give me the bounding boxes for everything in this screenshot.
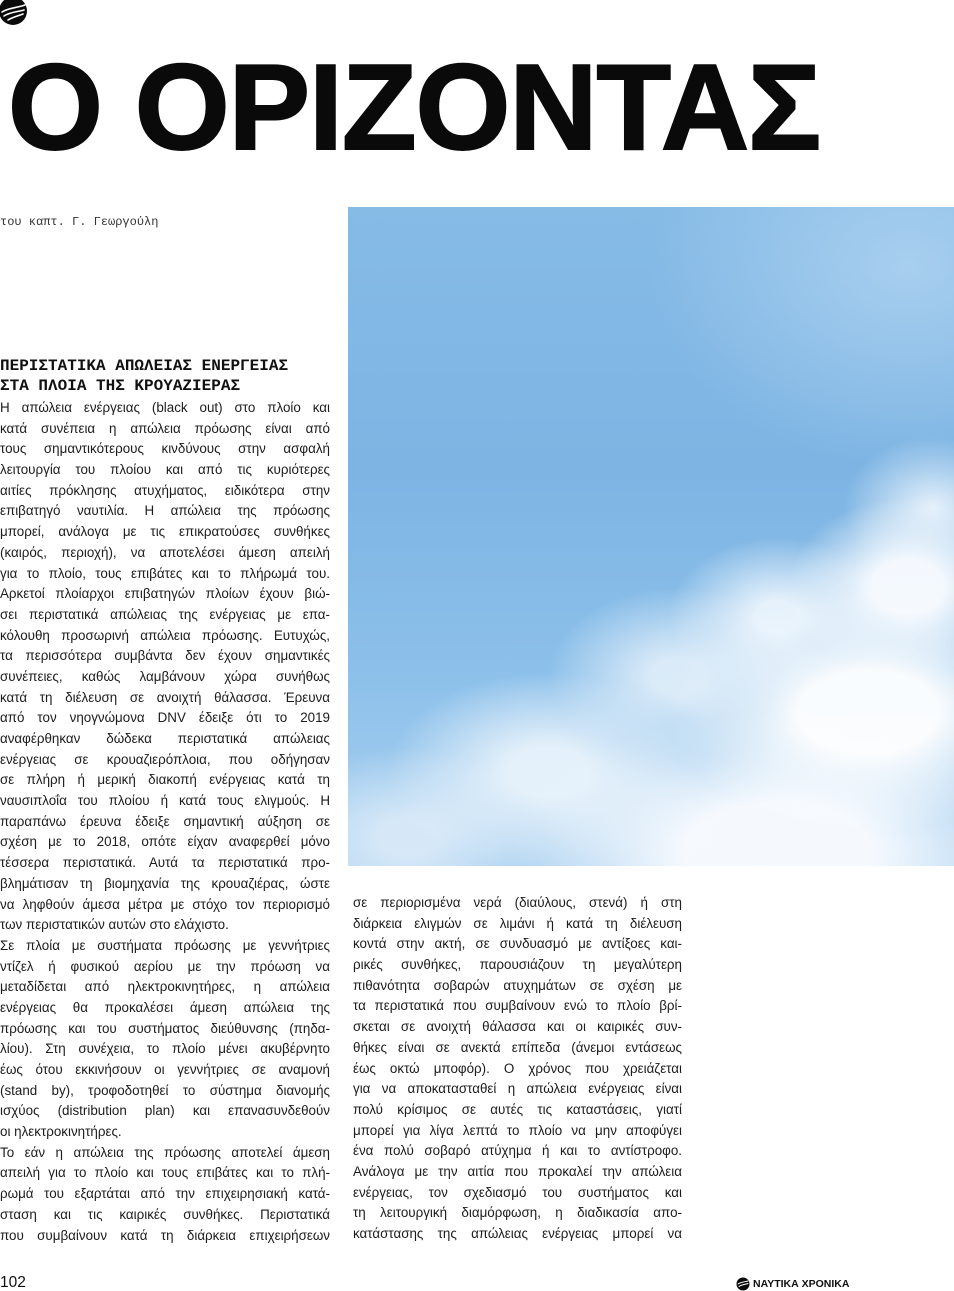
- body-text-line: σκεται σε ανοιχτή θάλασσα και οι καιρικές συν-: [353, 1019, 682, 1035]
- body-text-line: ένα πολύ σοβαρό ατύχημα ή και το αντίστροφο.: [353, 1143, 682, 1159]
- section-heading: [0, 356, 330, 396]
- body-text-line: λίου). Στη συνέχεια, το πλοίο μένει ακυβέρνητο: [0, 1041, 330, 1057]
- body-text-line: πολύ κρίσιμος σε αυτές τις καταστάσεις, γιατί: [353, 1101, 682, 1117]
- body-text-line: από τον νηογνώμονα DNV έδειξε ότι το 2019: [0, 710, 330, 726]
- body-text-line: μεταδίδεται από ηλεκτροκινητήρες, η απώλεια: [0, 979, 330, 995]
- author-byline: του καπτ. Γ. Γεωργούλη: [0, 215, 159, 229]
- body-text-line: κατά συνέπεια η απώλεια πρόωσης είναι από: [0, 420, 330, 436]
- body-text-line: κατάστασης της απώλειας ενέργειας μπορεί να: [353, 1226, 682, 1241]
- body-text-line: Το εάν η απώλεια της πρόωσης αποτελεί άμεση: [0, 1144, 330, 1160]
- body-text-line: ενέργειας θα προκαλέσει άμεση απώλεια της: [0, 999, 330, 1015]
- body-text-line: Αρκετοί πλοίαρχοι επιβατηγών πλοίων έχουν βιώ-: [0, 586, 330, 602]
- body-text-line: ενέργειας, τον σχεδιασμό του συστήματος και: [353, 1184, 682, 1200]
- publication-name: ΝΑΥΤΙΚΑ ΧΡΟΝΙΚΑ: [753, 1278, 850, 1290]
- body-text-line: σει περιστατικά απώλειας της ενέργειας με επα-: [0, 606, 330, 622]
- body-text-line: ρικές συνθήκες, παρουσιάζουν τη μεγαλύτερη: [353, 957, 682, 973]
- body-text-line: παραπάνω έρευνα έδειξε σημαντική αύξηση σε: [0, 813, 330, 829]
- body-text-line: πρόωσης και του συστήματος διεύθυνσης (πηδα-: [0, 1020, 330, 1036]
- body-text-line: Ανάλογα με την αιτία που προκαλεί την απώλεια: [353, 1163, 682, 1179]
- body-text-line: για να αποκατασταθεί η απώλεια ενέργειας είναι: [353, 1081, 682, 1097]
- body-text-line: ενέργειας σε κρουαζιερόπλοια, που οδήγησαν: [0, 751, 330, 767]
- right-text-column: [353, 893, 682, 1245]
- body-text-line: τη λειτουργική διαμόρφωση, η διαδικασία απο-: [353, 1205, 682, 1221]
- body-text-line: οι ηλεκτροκινητήρες.: [0, 1124, 122, 1140]
- body-text-line: έως ότου εκκινήσουν οι γεννήτριες σε αναμονή: [0, 1062, 330, 1077]
- body-text-line: θήκες είναι σε ανεκτά επίπεδα (άνεμοι εντάσεως: [353, 1039, 682, 1055]
- body-text-line: κατά τη διέλευση σε ανοιχτή θάλασσα. Έρευνα: [0, 689, 330, 705]
- body-text-line: βλημάτισαν τη βιομηχανία της κρουαζιέρας, ώστε: [0, 875, 330, 891]
- body-text-line: μπορεί για λίγα λεπτά το πλοίο να μην αποφύγει: [353, 1122, 682, 1138]
- left-text-column: [0, 398, 330, 1246]
- body-text-line: Σε πλοία με συστήματα πρόωσης με γεννήτριες: [0, 937, 330, 953]
- body-text-line: τα περισσότερα συμβάντα δεν έχουν σημαντικές: [0, 648, 330, 664]
- body-text-line: απειλή για το πλοίο και τους επιβάτες και το πλή-: [0, 1165, 330, 1181]
- body-text-line: σε περιορισμένα νερά (διαύλους, στενά) ή στη: [353, 895, 682, 910]
- body-text-line: για το πλοίο, τους επιβάτες και το πλήρωμά του.: [0, 565, 330, 581]
- section-heading-line: ΠΕΡΙΣΤΑΤΙΚΑ ΑΠΩΛΕΙΑΣ ΕΝΕΡΓΕΙΑΣ: [0, 357, 289, 375]
- body-text-line: κοντά στην ακτή, σε συνδυασμό με αντίξοες και-: [353, 936, 682, 952]
- page-title: Ο ΟΡΙΖΟΝΤΑΣ: [8, 39, 821, 175]
- magazine-logo-icon: [0, 0, 30, 28]
- body-text-line: να ληφθούν άμεσα μέτρα με στόχο τον περιορισμό: [0, 896, 330, 912]
- body-text-line: κόλουθη προσωρινή απώλεια πρόωσης. Ευτυχώς,: [0, 627, 330, 643]
- page-number: 102: [0, 1274, 26, 1291]
- body-text-line: έως οκτώ μποφόρ). Ο χρόνος που χρειάζεται: [353, 1060, 682, 1076]
- body-text-line: που συμβαίνουν κατά τη διάρκεια επιχειρήσεων: [0, 1227, 330, 1243]
- footer-publication: [736, 1276, 849, 1291]
- body-text-line: σταση και τις καιρικές συνθήκες. Περιστατικά: [0, 1206, 330, 1222]
- body-text-line: πιθανότητα σοβαρών ατυχημάτων σε σχέση με: [353, 977, 682, 993]
- body-text-line: επιβατηγό ναυτιλία. Η απώλεια της πρόωσης: [0, 503, 330, 519]
- body-text-line: αιτίες πρόκλησης ατυχήματος, ειδικότερα στην: [0, 482, 330, 498]
- body-text-line: διάρκεια ελιγμών σε λιμάνι ή κατά τη διέλευση: [353, 915, 682, 931]
- body-text-line: τους σημαντικότερους κινδύνους στην ασφαλή: [0, 441, 330, 457]
- section-heading-line: ΣΤΑ ΠΛΟΙΑ ΤΗΣ ΚΡΟΥΑΖΙΕΡΑΣ: [0, 377, 241, 395]
- body-text-line: συνέπειες, καθώς λαμβάνουν χώρα συνήθως: [0, 668, 330, 684]
- body-text-line: Η απώλεια ενέργειας (black out) στο πλοίο και: [0, 400, 330, 415]
- body-text-line: σχέση με το 2018, οπότε είχαν αναφερθεί μόνο: [0, 834, 330, 850]
- body-text-line: μπορεί, ανάλογα με τις επικρατούσες συνθήκες: [0, 524, 330, 540]
- body-text-line: ναυσιπλοΐα του πλοίου ή κατά τους ελιγμούς. Η: [0, 793, 330, 809]
- body-text-line: τέσσερα περιστατικά. Αυτά τα περιστατικά προ-: [0, 855, 330, 871]
- body-text-line: των περιστατικών αυτών στο ελάχιστο.: [0, 917, 229, 933]
- body-text-line: ντίζελ ή φυσικού αερίου με την πρόωση να: [0, 958, 330, 974]
- body-text-line: (stand by), τροφοδοτηθεί το σύστημα διανομής: [0, 1082, 330, 1098]
- body-text-line: (καιρός, περιοχή), να αποτελέσει άμεση απειλή: [0, 544, 330, 560]
- body-text-line: αναφέρθηκαν δώδεκα περιστατικά απώλειας: [0, 731, 330, 746]
- body-text-line: ισχύος (distribution plan) και επανασυνδεθούν: [0, 1103, 330, 1119]
- body-text-line: σε πλήρη ή μερική διακοπή ενέργειας κατά τη: [0, 772, 330, 788]
- body-text-line: λειτουργία του πλοίου και από τις κυριότερες: [0, 462, 330, 478]
- sky-cloud-photo: [348, 207, 954, 866]
- body-text-line: τα περιστατικά που συμβαίνουν ενώ το πλοίο βρί-: [353, 998, 682, 1014]
- magazine-logo-icon: [736, 1277, 750, 1291]
- body-text-line: ρωμά του εξαρτάται από την επιχειρησιακή κατά-: [0, 1186, 330, 1202]
